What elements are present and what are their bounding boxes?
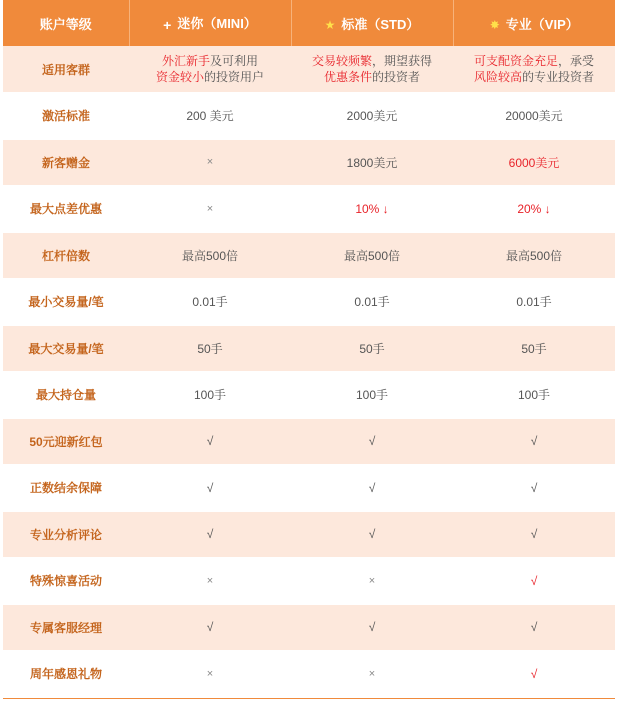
table-row	[3, 186, 615, 233]
cell-vip: √	[453, 418, 615, 465]
cell-vip: 20000美元	[453, 93, 615, 140]
header-std	[291, 0, 453, 46]
cell-vip: 6000美元	[453, 139, 615, 186]
cell-mini: √	[129, 511, 291, 558]
table-row	[3, 139, 615, 186]
audience-std-grey1: ，期望获得	[372, 54, 433, 68]
header-vip-label: 专业（VIP）	[505, 16, 579, 32]
cell-std: 1800美元	[291, 139, 453, 186]
header-account-level: 账户等级	[3, 0, 129, 46]
cell-vip: √	[453, 511, 615, 558]
header-std-label: 标准（STD）	[341, 16, 420, 32]
cell-vip: 最高500倍	[453, 232, 615, 279]
cell-mini: 100手	[129, 372, 291, 419]
table-bottom-divider	[3, 698, 615, 699]
row-label: 50元迎新红包	[3, 418, 129, 465]
table-row	[3, 558, 615, 605]
table-header-row	[3, 0, 615, 46]
cell-mini: √	[129, 604, 291, 651]
audience-vip-grey2: 的专业投资者	[522, 70, 595, 84]
row-label: 周年感恩礼物	[3, 651, 129, 698]
audience-mini-red1: 外汇新手	[161, 54, 210, 68]
cell-mini: ×	[129, 558, 291, 605]
row-label: 新客赠金	[3, 139, 129, 186]
row-label: 最大交易量/笔	[3, 325, 129, 372]
cell-vip: 20% ↓	[453, 186, 615, 233]
table-row	[3, 325, 615, 372]
cell-mini: 200 美元	[129, 93, 291, 140]
audience-mini	[129, 46, 291, 93]
audience-vip-red2: 风险较高	[473, 70, 522, 84]
cell-vip: 0.01手	[453, 279, 615, 326]
account-tier-comparison	[3, 0, 615, 699]
row-label: 杠杆倍数	[3, 232, 129, 279]
cell-std: 100手	[291, 372, 453, 419]
table-row	[3, 651, 615, 698]
table-row	[3, 465, 615, 512]
comparison-table	[3, 0, 615, 698]
table-row	[3, 511, 615, 558]
row-label: 特殊惊喜活动	[3, 558, 129, 605]
cell-std: 10% ↓	[291, 186, 453, 233]
audience-vip-grey1: ，承受	[558, 54, 595, 68]
audience-std-red1: 交易较频繁	[311, 54, 372, 68]
cell-mini: ×	[129, 139, 291, 186]
cell-vip: √	[453, 465, 615, 512]
cell-std: ×	[291, 651, 453, 698]
cell-std: √	[291, 604, 453, 651]
audience-std	[291, 46, 453, 93]
cell-vip: 50手	[453, 325, 615, 372]
row-label: 专属客服经理	[3, 604, 129, 651]
sun-icon: ✸	[489, 18, 500, 33]
table-row	[3, 93, 615, 140]
cell-vip: √	[453, 651, 615, 698]
cell-mini: 50手	[129, 325, 291, 372]
cell-vip: √	[453, 604, 615, 651]
audience-mini-grey1: 及可利用	[210, 54, 259, 68]
audience-vip	[453, 46, 615, 93]
audience-std-grey2: 的投资者	[372, 70, 421, 84]
audience-mini-grey2: 的投资用户	[204, 70, 265, 84]
audience-std-red2: 优惠条件	[323, 70, 372, 84]
row-label: 激活标准	[3, 93, 129, 140]
cell-std: √	[291, 418, 453, 465]
plus-icon: +	[163, 16, 172, 33]
audience-mini-red2: 资金较小	[155, 70, 204, 84]
cell-std: √	[291, 511, 453, 558]
table-row	[3, 418, 615, 465]
cell-mini: √	[129, 465, 291, 512]
row-label: 适用客群	[3, 46, 129, 93]
cell-vip: 100手	[453, 372, 615, 419]
cell-mini: ×	[129, 651, 291, 698]
cell-std: √	[291, 465, 453, 512]
cell-std: 最高500倍	[291, 232, 453, 279]
table-row-audience	[3, 46, 615, 93]
cell-mini: ×	[129, 186, 291, 233]
header-mini-label: 迷你（MINI）	[177, 16, 257, 32]
cell-mini: 0.01手	[129, 279, 291, 326]
row-label: 最小交易量/笔	[3, 279, 129, 326]
table-row	[3, 279, 615, 326]
cell-mini: √	[129, 418, 291, 465]
row-label: 最大持仓量	[3, 372, 129, 419]
row-label: 正数结余保障	[3, 465, 129, 512]
cell-std: ×	[291, 558, 453, 605]
cell-std: 0.01手	[291, 279, 453, 326]
row-label: 专业分析评论	[3, 511, 129, 558]
cell-std: 2000美元	[291, 93, 453, 140]
table-row	[3, 604, 615, 651]
header-mini	[129, 0, 291, 46]
cell-std: 50手	[291, 325, 453, 372]
cell-vip: √	[453, 558, 615, 605]
star-icon: ★	[324, 18, 336, 33]
table-row	[3, 372, 615, 419]
row-label: 最大点差优惠	[3, 186, 129, 233]
cell-mini: 最高500倍	[129, 232, 291, 279]
audience-vip-red1: 可支配资金充足	[473, 54, 558, 68]
header-vip	[453, 0, 615, 46]
table-row	[3, 232, 615, 279]
